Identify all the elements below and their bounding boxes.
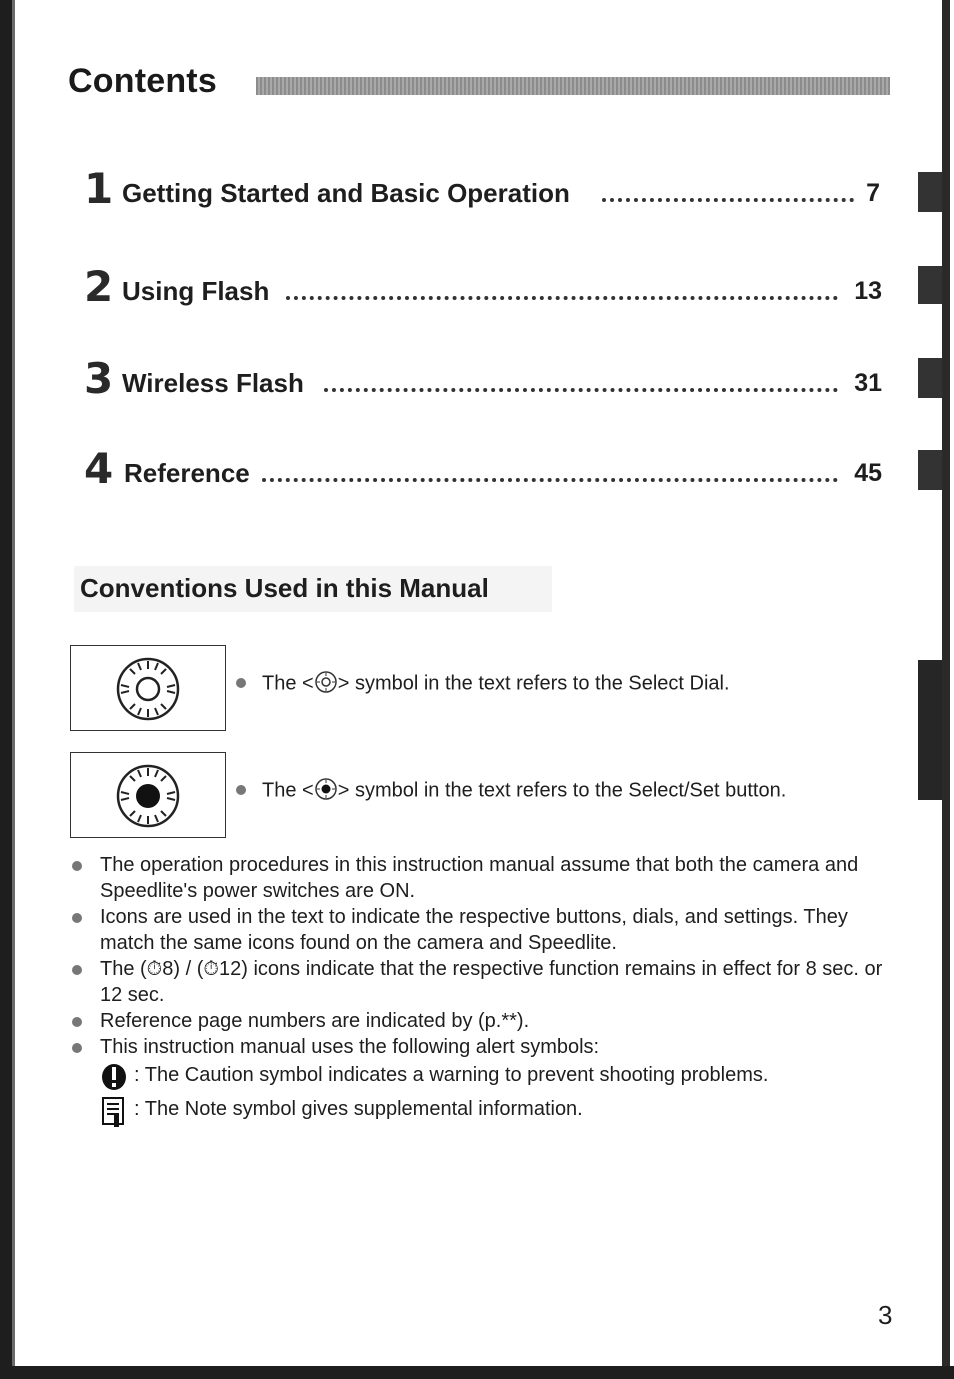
select-dial-icon <box>113 655 183 723</box>
toc-entry-3[interactable] <box>84 352 884 402</box>
bullet-icon <box>236 678 246 688</box>
bullet-icon <box>72 1017 82 1027</box>
page-bottom-border <box>0 1366 954 1379</box>
page-number: 3 <box>878 1300 893 1330</box>
toc-dot-leader <box>324 388 838 392</box>
chapter-tab-current <box>918 660 942 800</box>
toc-entry-2[interactable] <box>84 260 884 310</box>
select-dial-box <box>70 645 226 731</box>
toc-chapter-title: Reference <box>124 458 250 488</box>
page-right-border <box>942 0 950 1379</box>
list-item: This instruction manual uses the following alert symbols: <box>72 1034 902 1060</box>
select-dial-inline-icon <box>314 670 338 694</box>
alert-note: : The Note symbol gives supplemental information. <box>72 1094 902 1128</box>
toc-dot-leader <box>286 296 838 300</box>
toc-entry-1[interactable] <box>84 162 884 212</box>
list-item: The (⏱8) / (⏱12) icons indicate that the respective function remains in effect for 8 sec. or 12 sec. <box>72 956 902 1008</box>
toc-entry-4[interactable] <box>84 442 884 492</box>
select-set-button-icon <box>113 762 183 830</box>
toc-chapter-title: Wireless Flash <box>122 368 304 398</box>
select-set-description: The < > symbol in the text refers to the Select/Set button. <box>236 779 786 803</box>
toc-page-number: 45 <box>854 459 882 487</box>
chapter-tab-2 <box>918 266 942 304</box>
page-left-border <box>0 0 12 1379</box>
toc-chapter-title: Getting Started and Basic Operation <box>122 178 570 208</box>
note-icon <box>100 1096 128 1128</box>
bullet-icon <box>72 1043 82 1053</box>
bullet-icon <box>236 785 246 795</box>
alert-caution: : The Caution symbol indicates a warning to prevent shooting problems. <box>72 1060 902 1094</box>
toc-chapter-number: 1 <box>84 164 114 213</box>
title-rule <box>256 77 890 95</box>
list-item: Icons are used in the text to indicate the respective buttons, dials, and settings. They match the same icons found on the camera and Speedlite. <box>72 904 902 956</box>
toc-dot-leader <box>602 198 854 202</box>
toc-chapter-number: 2 <box>84 262 114 311</box>
toc-page-number: 31 <box>854 369 882 397</box>
chapter-tab-3 <box>918 358 942 398</box>
caution-icon <box>100 1062 128 1092</box>
toc-page-number: 7 <box>866 179 880 207</box>
bullet-icon <box>72 861 82 871</box>
page-title: Contents <box>68 62 217 100</box>
toc-chapter-number: 4 <box>84 444 114 493</box>
toc-chapter-number: 3 <box>84 354 114 403</box>
toc-chapter-title: Using Flash <box>122 276 270 306</box>
toc-page-number: 13 <box>854 277 882 305</box>
chapter-tab-1 <box>918 172 942 212</box>
conventions-notes <box>72 852 902 1128</box>
select-dial-description: The < > symbol in the text refers to the Select Dial. <box>236 672 730 696</box>
bullet-icon <box>72 913 82 923</box>
select-set-button-box <box>70 752 226 838</box>
select-set-inline-icon <box>314 777 338 801</box>
bullet-icon <box>72 965 82 975</box>
list-item: Reference page numbers are indicated by (p.**). <box>72 1008 902 1034</box>
toc-dot-leader <box>262 478 838 482</box>
section-heading: Conventions Used in this Manual <box>80 573 489 603</box>
list-item: The operation procedures in this instruction manual assume that both the camera and Speedlite's power switches are ON. <box>72 852 902 904</box>
page-left-border-shadow <box>12 0 15 1379</box>
chapter-tab-4 <box>918 450 942 490</box>
